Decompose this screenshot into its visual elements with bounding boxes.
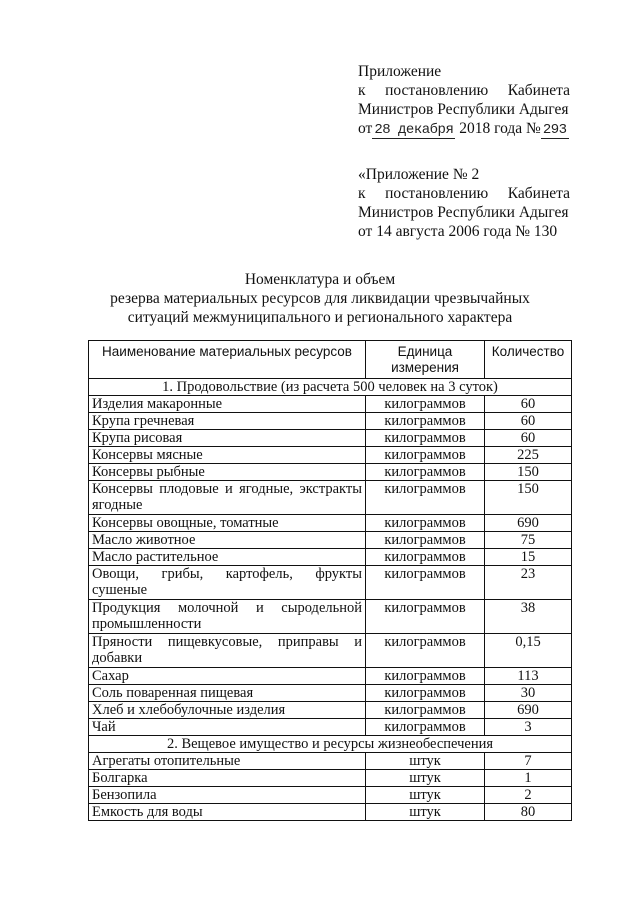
cell-name: Масло растительное: [89, 549, 366, 566]
cell-unit: килограммов: [366, 481, 485, 515]
cell-name: Сахар: [89, 668, 366, 685]
header-unit: Единица измерения: [366, 341, 485, 379]
table-body: [89, 379, 572, 821]
table-row: [89, 413, 572, 430]
cell-name: Консервы рыбные: [89, 464, 366, 481]
cell-unit: килограммов: [366, 566, 485, 600]
cell-quantity: 38: [485, 600, 572, 634]
cell-name: Крупа рисовая: [89, 430, 366, 447]
cell-quantity: 7: [485, 753, 572, 770]
table-row: [89, 685, 572, 702]
table-row: [89, 515, 572, 532]
table-header-row: [89, 341, 572, 379]
attachment-label: Приложение: [358, 63, 442, 80]
cell-quantity: 23: [485, 566, 572, 600]
table-row: [89, 719, 572, 736]
cell-name: Агрегаты отопительные: [89, 753, 366, 770]
table-row: [89, 753, 572, 770]
table-row: [89, 532, 572, 549]
cell-quantity: 60: [485, 413, 572, 430]
document-title: Номенклатура и объем резерва материальных ресурсов для ликвидации чрезвычайных ситуаций межмуниципального и регионального характера: [110, 271, 530, 326]
quoted-attachment-label: «Приложение № 2: [358, 166, 480, 183]
table-row: [89, 668, 572, 685]
cell-name: Овощи, грибы, картофель, фрукты сушеные: [89, 566, 366, 600]
cell-quantity: 225: [485, 447, 572, 464]
header-quantity: Количество: [485, 341, 572, 379]
cell-quantity: 150: [485, 464, 572, 481]
cell-unit: килограммов: [366, 515, 485, 532]
table-row: [89, 804, 572, 821]
cell-quantity: 30: [485, 685, 572, 702]
cell-unit: килограммов: [366, 464, 485, 481]
table-row: [89, 464, 572, 481]
cell-unit: штук: [366, 804, 485, 821]
cell-unit: килограммов: [366, 430, 485, 447]
section-row: [89, 379, 572, 396]
resources-table: [88, 340, 572, 821]
header-name: Наименование материальных ресурсов: [89, 341, 366, 379]
cell-unit: килограммов: [366, 549, 485, 566]
cell-name: Чай: [89, 719, 366, 736]
cell-name: Пряности пищевкусовые, приправы и добавки: [89, 634, 366, 668]
cell-quantity: 15: [485, 549, 572, 566]
cell-quantity: 0,15: [485, 634, 572, 668]
table-row: [89, 787, 572, 804]
section-title: 2. Вещевое имущество и ресурсы жизнеобеспечения: [89, 736, 572, 753]
cell-name: Консервы мясные: [89, 447, 366, 464]
table-row: [89, 566, 572, 600]
section-row: [89, 736, 572, 753]
cell-name: Крупа гречневая: [89, 413, 366, 430]
table-row: [89, 430, 572, 447]
cell-name: Консервы овощные, томатные: [89, 515, 366, 532]
table-row: [89, 634, 572, 668]
cell-unit: килограммов: [366, 396, 485, 413]
cell-name: Продукция молочной и сыродельной промышленности: [89, 600, 366, 634]
cell-quantity: 60: [485, 430, 572, 447]
cell-quantity: 80: [485, 804, 572, 821]
cell-quantity: 113: [485, 668, 572, 685]
cell-quantity: 150: [485, 481, 572, 515]
cell-name: Изделия макаронные: [89, 396, 366, 413]
cell-name: Консервы плодовые и ягодные, экстракты ягодные: [89, 481, 366, 515]
cell-name: Емкость для воды: [89, 804, 366, 821]
cell-quantity: 690: [485, 515, 572, 532]
cell-unit: килограммов: [366, 634, 485, 668]
table-row: [89, 770, 572, 787]
table-row: [89, 447, 572, 464]
cell-quantity: 60: [485, 396, 572, 413]
table-row: [89, 481, 572, 515]
cell-unit: штук: [366, 753, 485, 770]
cell-unit: килограммов: [366, 668, 485, 685]
cell-quantity: 690: [485, 702, 572, 719]
cell-unit: килограммов: [366, 532, 485, 549]
cell-name: Соль поваренная пищевая: [89, 685, 366, 702]
attachment-to-resolution: к постановлению Кабинета: [358, 82, 570, 99]
attachment-ministry: Министров Республики Адыгея: [358, 101, 569, 118]
handwritten-date: 28 декабря: [374, 122, 454, 138]
cell-unit: килограммов: [366, 447, 485, 464]
cell-quantity: 3: [485, 719, 572, 736]
cell-unit: килограммов: [366, 702, 485, 719]
quoted-attachment: [358, 165, 570, 241]
quoted-date-line: от 14 августа 2006 года № 130: [358, 223, 558, 240]
cell-name: Масло животное: [89, 532, 366, 549]
cell-unit: штук: [366, 787, 485, 804]
cell-unit: килограммов: [366, 685, 485, 702]
table-row: [89, 600, 572, 634]
attachment-date-line: от 28 декабря 2018 года № 293: [358, 120, 567, 138]
attachment-header: [358, 62, 570, 140]
section-title: 1. Продовольствие (из расчета 500 человек на 3 суток): [89, 379, 572, 396]
handwritten-number: 293: [542, 122, 567, 138]
table-row: [89, 549, 572, 566]
cell-quantity: 75: [485, 532, 572, 549]
table-row: [89, 702, 572, 719]
cell-unit: килограммов: [366, 719, 485, 736]
table-row: [89, 396, 572, 413]
cell-name: Бензопила: [89, 787, 366, 804]
quoted-to-resolution: к постановлению Кабинета: [358, 185, 570, 202]
quoted-ministry: Министров Республики Адыгея: [358, 204, 569, 221]
cell-unit: штук: [366, 770, 485, 787]
cell-unit: килограммов: [366, 413, 485, 430]
cell-quantity: 2: [485, 787, 572, 804]
cell-quantity: 1: [485, 770, 572, 787]
cell-name: Болгарка: [89, 770, 366, 787]
cell-unit: килограммов: [366, 600, 485, 634]
cell-name: Хлеб и хлебобулочные изделия: [89, 702, 366, 719]
